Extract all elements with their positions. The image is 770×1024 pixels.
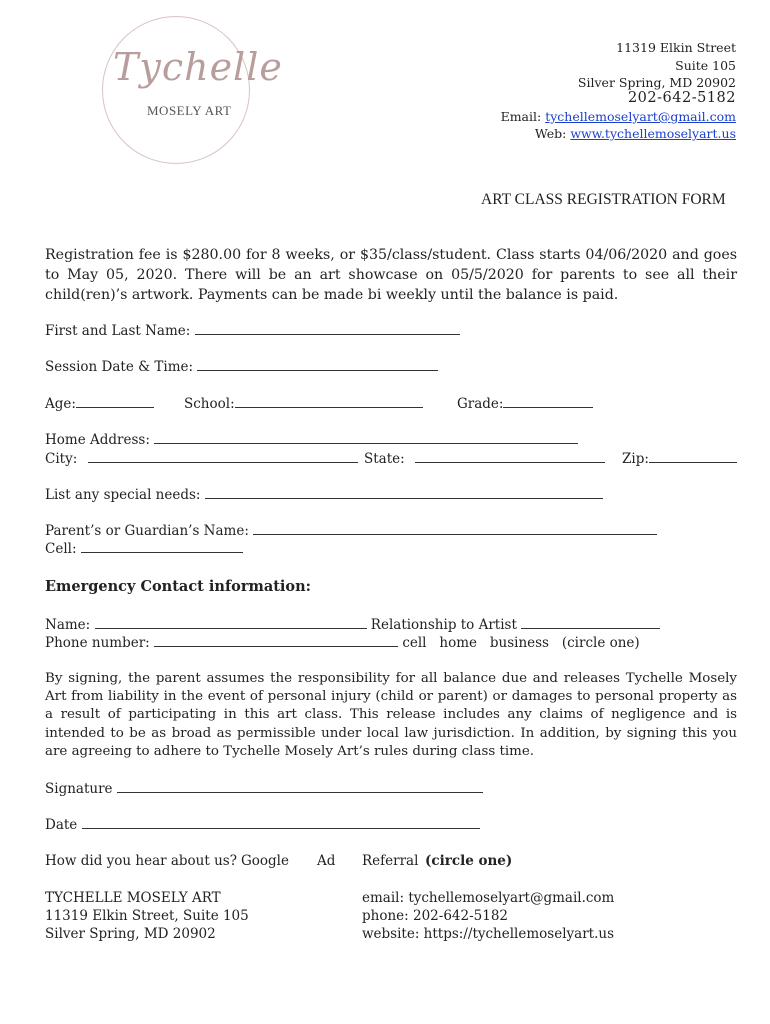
school-input[interactable]: [235, 395, 423, 408]
special-needs-input[interactable]: [205, 486, 603, 499]
phone-type-options: cell home business (circle one): [402, 635, 640, 651]
zip-row: [622, 450, 737, 467]
hear-option-google[interactable]: Google: [241, 853, 289, 869]
zip-input[interactable]: [649, 450, 737, 463]
grade-input[interactable]: [503, 395, 593, 408]
grade-row: [457, 395, 593, 412]
guardian-label: Parent’s or Guardian’s Name:: [45, 523, 249, 539]
city-label: City:: [45, 451, 78, 467]
zip-label: Zip:: [622, 451, 649, 467]
header-email-row: [501, 108, 736, 125]
age-row: [45, 395, 154, 412]
footer-email: email: tychellemoselyart@gmail.com: [362, 890, 615, 906]
date-label: Date: [45, 817, 78, 833]
special-needs-label: List any special needs:: [45, 487, 201, 503]
grade-label: Grade:: [457, 396, 504, 412]
date-row: [45, 816, 480, 833]
state-row: [364, 450, 605, 467]
header-city: Silver Spring, MD 20902: [577, 75, 736, 90]
school-label: School:: [184, 396, 235, 412]
header-email-label: Email:: [500, 109, 542, 124]
header-phone: 202-642-5182: [627, 90, 736, 106]
emergency-phone-label: Phone number:: [45, 635, 150, 651]
special-needs-row: [45, 486, 603, 503]
relationship-input[interactable]: [521, 616, 660, 629]
session-row: [45, 358, 438, 375]
footer-city: Silver Spring, MD 20902: [45, 926, 216, 942]
signature-input[interactable]: [117, 780, 483, 793]
home-address-label: Home Address:: [45, 432, 150, 448]
logo: [102, 16, 283, 164]
cell-label: Cell:: [45, 541, 77, 557]
hear-note: (circle one): [425, 853, 513, 869]
footer-website: website: https://tychellemoselyart.us: [362, 926, 614, 942]
header-web-link[interactable]: www.tychellemoselyart.us: [570, 126, 736, 141]
session-input[interactable]: [197, 358, 438, 371]
header-suite: Suite 105: [675, 58, 736, 73]
cell-input[interactable]: [81, 540, 243, 553]
name-input[interactable]: [195, 322, 460, 335]
name-row: [45, 322, 460, 339]
signature-row: [45, 780, 483, 797]
footer-company: TYCHELLE MOSELY ART: [45, 890, 221, 906]
state-label: State:: [364, 451, 405, 467]
school-row: [184, 395, 423, 412]
form-title: ART CLASS REGISTRATION FORM: [481, 191, 726, 208]
date-input[interactable]: [82, 816, 480, 829]
age-input[interactable]: [76, 395, 154, 408]
emergency-phone-row: [45, 634, 640, 651]
home-address-row: [45, 431, 578, 448]
header-email-link[interactable]: tychellemoselyart@gmail.com: [545, 109, 736, 124]
cell-row: [45, 540, 243, 557]
name-label: First and Last Name:: [45, 323, 191, 339]
header-street: 11319 Elkin Street: [616, 40, 736, 55]
age-label: Age:: [45, 396, 76, 412]
emergency-phone-input[interactable]: [154, 634, 398, 647]
emergency-name-row: [45, 616, 660, 633]
hear-option-ad[interactable]: Ad: [317, 853, 336, 869]
logo-script: Tychelle: [113, 45, 283, 89]
city-row: [45, 450, 358, 467]
logo-subtitle: MOSELY ART: [147, 103, 232, 118]
guardian-row: [45, 522, 657, 539]
header-web-row: [535, 125, 736, 142]
emergency-heading: Emergency Contact information:: [45, 578, 311, 595]
state-input[interactable]: [415, 450, 605, 463]
session-label: Session Date & Time:: [45, 359, 194, 375]
footer-street: 11319 Elkin Street, Suite 105: [45, 908, 249, 924]
intro-paragraph: Registration fee is $280.00 for 8 weeks, or $35/class/student. Class starts 04/06/2020 and goes to May 05, 2020. There will be an art showcase on 05/5/2020 for parents to see all their child(ren)’s artwork. Payments can be made bi weekly until the balance is paid.: [45, 247, 737, 303]
relationship-label: Relationship to Artist: [370, 617, 517, 633]
guardian-input[interactable]: [253, 522, 657, 535]
release-paragraph: By signing, the parent assumes the responsibility for all balance due and releases Tychelle Mosely Art from liability in the event of personal injury (child or parent) or damages to personal property as a result of participating in this art class. This release includes any claims of negligence and is intended to be as broad as permissible under local law jurisdiction. In addition, by signing this you are agreeing to adhere to Tychelle Mosely Art’s rules during class time.: [45, 671, 737, 759]
emergency-name-label: Name:: [45, 617, 91, 633]
hear-question: How did you hear about us?: [45, 853, 237, 869]
footer-phone: phone: 202-642-5182: [362, 908, 509, 924]
city-input[interactable]: [88, 450, 358, 463]
signature-label: Signature: [45, 781, 113, 797]
header-web-label: Web:: [534, 126, 567, 141]
hear-option-referral[interactable]: Referral: [362, 853, 419, 869]
emergency-name-input[interactable]: [95, 616, 367, 629]
home-address-input[interactable]: [154, 431, 578, 444]
